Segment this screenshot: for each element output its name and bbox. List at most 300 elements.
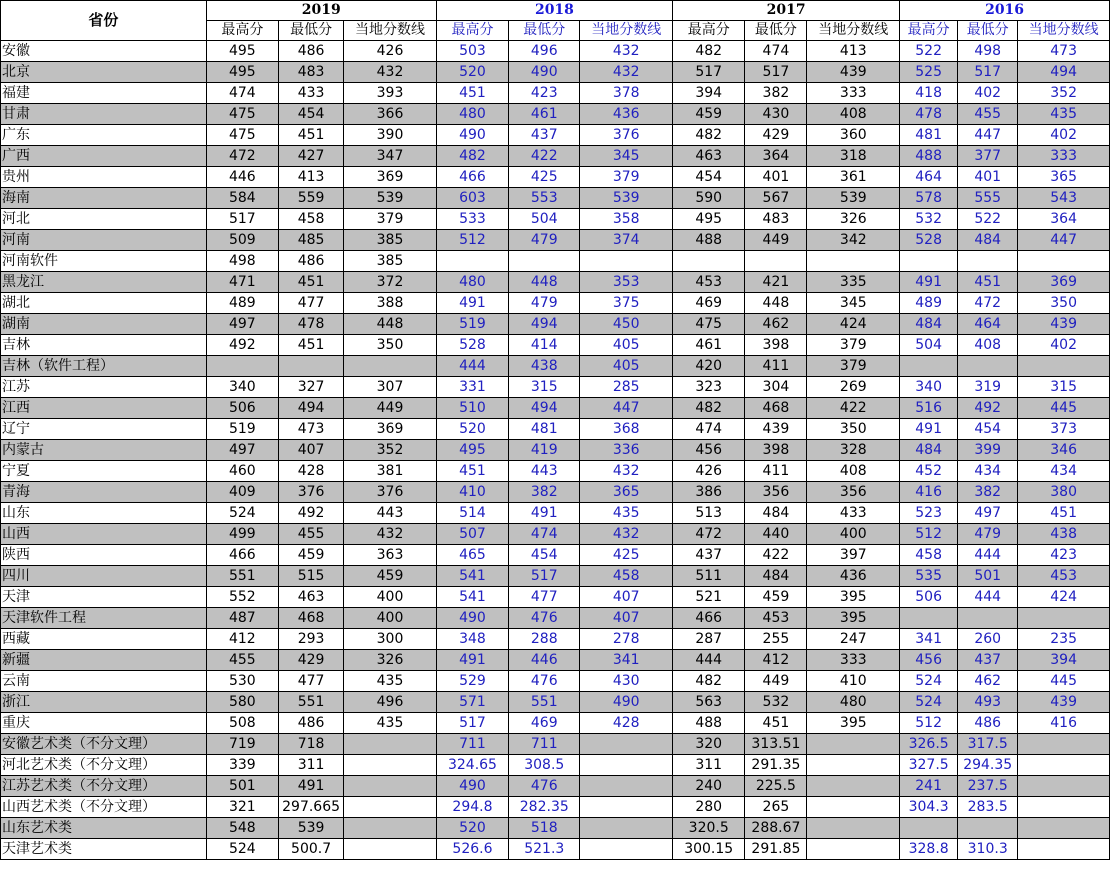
table-row: [1, 818, 1110, 839]
score-cell: 517: [509, 566, 580, 587]
score-cell: 323: [673, 377, 745, 398]
table-row: [1, 188, 1110, 209]
score-cell: 381: [344, 461, 437, 482]
table-row: [1, 335, 1110, 356]
score-cell: 412: [206, 629, 278, 650]
score-cell: 315: [1018, 377, 1110, 398]
score-cell: 413: [807, 41, 900, 62]
province-header: 省份: [1, 1, 207, 41]
score-cell: 488: [900, 146, 958, 167]
score-cell: 526.6: [436, 839, 508, 860]
score-cell: 498: [206, 251, 278, 272]
score-cell: 432: [580, 41, 673, 62]
score-cell: 385: [344, 251, 437, 272]
score-cell: 541: [436, 587, 508, 608]
score-cell: 461: [509, 104, 580, 125]
table-row: [1, 482, 1110, 503]
score-cell: 405: [580, 335, 673, 356]
score-cell: 474: [206, 83, 278, 104]
score-cell: [807, 251, 900, 272]
score-cell: 400: [344, 608, 437, 629]
province-cell: 甘肃: [1, 104, 207, 125]
score-cell: 333: [807, 83, 900, 104]
score-cell: 225.5: [745, 776, 807, 797]
score-cell: [580, 734, 673, 755]
score-cell: 425: [509, 167, 580, 188]
score-cell: 390: [344, 125, 437, 146]
score-cell: [807, 755, 900, 776]
score-cell: 480: [436, 104, 508, 125]
score-cell: 449: [745, 671, 807, 692]
score-cell: 514: [436, 503, 508, 524]
score-cell: 491: [509, 503, 580, 524]
score-cell: 422: [509, 146, 580, 167]
score-cell: 506: [900, 587, 958, 608]
score-cell: 521: [673, 587, 745, 608]
score-cell: 414: [509, 335, 580, 356]
score-cell: [580, 755, 673, 776]
score-cell: 492: [279, 503, 344, 524]
table-row: [1, 104, 1110, 125]
subcol-min: 最低分: [745, 21, 807, 41]
score-cell: 459: [673, 104, 745, 125]
score-cell: 447: [1018, 230, 1110, 251]
score-cell: 379: [580, 167, 673, 188]
score-cell: 490: [436, 608, 508, 629]
table-row: [1, 734, 1110, 755]
score-cell: 291.85: [745, 839, 807, 860]
score-cell: 345: [580, 146, 673, 167]
score-cell: 437: [958, 650, 1018, 671]
score-cell: 376: [279, 482, 344, 503]
score-cell: [807, 776, 900, 797]
score-cell: 495: [436, 440, 508, 461]
score-cell: 385: [344, 230, 437, 251]
score-cell: 399: [958, 440, 1018, 461]
score-cell: 494: [509, 314, 580, 335]
score-cell: 333: [1018, 146, 1110, 167]
score-cell: 490: [509, 62, 580, 83]
score-cell: 320.5: [673, 818, 745, 839]
score-cell: 435: [344, 671, 437, 692]
province-cell: 山西: [1, 524, 207, 545]
score-cell: 450: [580, 314, 673, 335]
table-row: [1, 524, 1110, 545]
score-cell: [958, 356, 1018, 377]
score-cell: 489: [206, 293, 278, 314]
score-cell: 376: [344, 482, 437, 503]
score-cell: 519: [206, 419, 278, 440]
score-cell: 483: [745, 209, 807, 230]
score-cell: 433: [279, 83, 344, 104]
score-cell: 369: [344, 167, 437, 188]
score-cell: 350: [1018, 293, 1110, 314]
province-cell: 江苏艺术类（不分文理）: [1, 776, 207, 797]
subcol-line: 当地分数线: [580, 21, 673, 41]
score-cell: 311: [279, 755, 344, 776]
score-cell: 408: [807, 461, 900, 482]
province-cell: 山西艺术类（不分文理）: [1, 797, 207, 818]
score-cell: 427: [279, 146, 344, 167]
score-cell: 454: [958, 419, 1018, 440]
score-cell: 235: [1018, 629, 1110, 650]
score-cell: 484: [900, 440, 958, 461]
score-cell: 443: [344, 503, 437, 524]
score-cell: 491: [436, 293, 508, 314]
score-cell: 512: [900, 713, 958, 734]
score-cell: 455: [206, 650, 278, 671]
table-row: [1, 209, 1110, 230]
table-row: [1, 356, 1110, 377]
score-cell: 460: [206, 461, 278, 482]
year-2016-header: 2016: [900, 1, 1110, 21]
score-cell: 413: [279, 167, 344, 188]
score-cell: 492: [958, 398, 1018, 419]
score-cell: 500.7: [279, 839, 344, 860]
score-cell: 718: [279, 734, 344, 755]
score-cell: 400: [807, 524, 900, 545]
score-cell: 522: [900, 41, 958, 62]
score-cell: 497: [206, 314, 278, 335]
province-cell: 河北艺术类（不分文理）: [1, 755, 207, 776]
table-row: [1, 293, 1110, 314]
score-cell: 280: [673, 797, 745, 818]
score-cell: 482: [673, 41, 745, 62]
score-cell: 432: [580, 461, 673, 482]
score-cell: [807, 734, 900, 755]
score-cell: 464: [900, 167, 958, 188]
score-cell: 255: [745, 629, 807, 650]
score-cell: 397: [807, 545, 900, 566]
province-cell: 福建: [1, 83, 207, 104]
province-cell: 浙江: [1, 692, 207, 713]
province-cell: 青海: [1, 482, 207, 503]
score-cell: 360: [807, 125, 900, 146]
score-cell: 423: [1018, 545, 1110, 566]
score-cell: 535: [900, 566, 958, 587]
score-cell: 468: [279, 608, 344, 629]
score-cell: 313.51: [745, 734, 807, 755]
table-row: [1, 587, 1110, 608]
subcol-line: 当地分数线: [344, 21, 437, 41]
score-cell: 398: [745, 335, 807, 356]
score-cell: 451: [745, 713, 807, 734]
score-cell: 398: [745, 440, 807, 461]
score-cell: 475: [206, 104, 278, 125]
score-cell: 365: [1018, 167, 1110, 188]
score-cell: 402: [1018, 335, 1110, 356]
score-cell: 487: [206, 608, 278, 629]
score-cell: 448: [745, 293, 807, 314]
table-row: [1, 503, 1110, 524]
score-cell: 401: [958, 167, 1018, 188]
table-row: [1, 839, 1110, 860]
score-cell: 328.8: [900, 839, 958, 860]
score-cell: 445: [1018, 671, 1110, 692]
province-cell: 湖南: [1, 314, 207, 335]
score-cell: 532: [900, 209, 958, 230]
score-cell: 424: [1018, 587, 1110, 608]
score-cell: 711: [509, 734, 580, 755]
score-cell: 335: [807, 272, 900, 293]
score-cell: 410: [436, 482, 508, 503]
score-cell: 438: [1018, 524, 1110, 545]
score-cell: 341: [580, 650, 673, 671]
score-cell: [958, 251, 1018, 272]
score-cell: 496: [509, 41, 580, 62]
subcol-min: 最低分: [279, 21, 344, 41]
score-cell: 469: [673, 293, 745, 314]
score-cell: [344, 755, 437, 776]
subcol-line: 当地分数线: [807, 21, 900, 41]
score-cell: 523: [900, 503, 958, 524]
score-cell: 445: [1018, 398, 1110, 419]
score-cell: 512: [900, 524, 958, 545]
score-cell: 543: [1018, 188, 1110, 209]
table-row: [1, 797, 1110, 818]
score-cell: 451: [279, 335, 344, 356]
score-cell: 451: [279, 125, 344, 146]
score-cell: [206, 356, 278, 377]
table-row: [1, 692, 1110, 713]
score-cell: 421: [745, 272, 807, 293]
score-cell: 437: [673, 545, 745, 566]
score-cell: 484: [745, 566, 807, 587]
score-cell: 423: [509, 83, 580, 104]
score-cell: 444: [436, 356, 508, 377]
score-cell: 434: [1018, 461, 1110, 482]
score-cell: 584: [206, 188, 278, 209]
score-cell: 432: [344, 524, 437, 545]
score-cell: 454: [279, 104, 344, 125]
score-cell: 420: [673, 356, 745, 377]
score-cell: 513: [673, 503, 745, 524]
score-cell: 482: [673, 671, 745, 692]
score-cell: 432: [580, 62, 673, 83]
score-cell: 456: [673, 440, 745, 461]
score-cell: [807, 839, 900, 860]
province-cell: 河南: [1, 230, 207, 251]
score-cell: 459: [344, 566, 437, 587]
score-cell: 495: [673, 209, 745, 230]
score-cell: 434: [958, 461, 1018, 482]
score-cell: 472: [958, 293, 1018, 314]
score-cell: 429: [279, 650, 344, 671]
score-cell: 379: [807, 335, 900, 356]
score-cell: 491: [900, 272, 958, 293]
score-cell: 484: [958, 230, 1018, 251]
score-cell: 287: [673, 629, 745, 650]
score-cell: 524: [206, 839, 278, 860]
score-cell: 435: [344, 713, 437, 734]
score-cell: 407: [580, 608, 673, 629]
score-cell: 364: [1018, 209, 1110, 230]
score-cell: 461: [673, 335, 745, 356]
table-row: [1, 398, 1110, 419]
table-row: [1, 419, 1110, 440]
table-row: [1, 608, 1110, 629]
score-cell: 459: [745, 587, 807, 608]
score-cell: 376: [580, 125, 673, 146]
table-row: [1, 167, 1110, 188]
score-cell: 482: [673, 398, 745, 419]
score-cell: 528: [436, 335, 508, 356]
score-cell: [344, 839, 437, 860]
score-cell: 437: [509, 125, 580, 146]
score-cell: 433: [807, 503, 900, 524]
score-cell: 499: [206, 524, 278, 545]
score-cell: 465: [436, 545, 508, 566]
province-cell: 天津艺术类: [1, 839, 207, 860]
score-cell: 428: [580, 713, 673, 734]
score-cell: 486: [279, 251, 344, 272]
score-cell: 350: [807, 419, 900, 440]
score-cell: 463: [279, 587, 344, 608]
score-cell: 504: [900, 335, 958, 356]
score-cell: 395: [807, 608, 900, 629]
score-cell: 512: [436, 230, 508, 251]
score-cell: 519: [436, 314, 508, 335]
score-cell: [344, 356, 437, 377]
score-cell: 341: [900, 629, 958, 650]
province-cell: 山东艺术类: [1, 818, 207, 839]
score-cell: 265: [745, 797, 807, 818]
score-cell: 481: [900, 125, 958, 146]
score-cell: 497: [206, 440, 278, 461]
score-cell: 486: [279, 41, 344, 62]
score-cell: 454: [673, 167, 745, 188]
score-cell: 539: [279, 818, 344, 839]
score-cell: 336: [580, 440, 673, 461]
score-cell: [344, 776, 437, 797]
score-cell: 453: [745, 608, 807, 629]
score-cell: 541: [436, 566, 508, 587]
score-cell: 278: [580, 629, 673, 650]
score-cell: 348: [436, 629, 508, 650]
score-cell: 347: [344, 146, 437, 167]
score-cell: 517: [206, 209, 278, 230]
score-cell: 438: [509, 356, 580, 377]
score-cell: 340: [900, 377, 958, 398]
score-cell: 539: [807, 188, 900, 209]
score-cell: 331: [436, 377, 508, 398]
score-cell: 476: [509, 776, 580, 797]
score-cell: 369: [344, 419, 437, 440]
score-cell: 472: [673, 524, 745, 545]
province-cell: 陕西: [1, 545, 207, 566]
score-cell: [900, 251, 958, 272]
province-cell: 天津软件工程: [1, 608, 207, 629]
score-cell: 491: [436, 650, 508, 671]
province-cell: 贵州: [1, 167, 207, 188]
score-cell: [958, 608, 1018, 629]
score-cell: 430: [580, 671, 673, 692]
table-row: [1, 566, 1110, 587]
score-cell: 517: [958, 62, 1018, 83]
score-cell: 517: [436, 713, 508, 734]
score-cell: 288: [509, 629, 580, 650]
province-cell: 河北: [1, 209, 207, 230]
score-cell: 464: [958, 314, 1018, 335]
score-cell: 449: [344, 398, 437, 419]
score-cell: 719: [206, 734, 278, 755]
score-cell: 539: [580, 188, 673, 209]
score-cell: 269: [807, 377, 900, 398]
province-cell: 四川: [1, 566, 207, 587]
score-cell: 374: [580, 230, 673, 251]
score-cell: 377: [958, 146, 1018, 167]
score-cell: 300.15: [673, 839, 745, 860]
score-cell: 451: [958, 272, 1018, 293]
score-cell: 444: [673, 650, 745, 671]
score-cell: 517: [673, 62, 745, 83]
score-cell: 456: [900, 650, 958, 671]
score-cell: 548: [206, 818, 278, 839]
score-cell: 382: [958, 482, 1018, 503]
score-cell: 443: [509, 461, 580, 482]
score-cell: [580, 776, 673, 797]
score-cell: 524: [900, 671, 958, 692]
score-cell: 551: [279, 692, 344, 713]
score-cell: 488: [673, 713, 745, 734]
score-cell: 521.3: [509, 839, 580, 860]
score-cell: [900, 818, 958, 839]
subcol-max: 最高分: [673, 21, 745, 41]
score-cell: 285: [580, 377, 673, 398]
score-cell: 416: [1018, 713, 1110, 734]
score-cell: 402: [958, 83, 1018, 104]
score-cell: 361: [807, 167, 900, 188]
table-row: [1, 251, 1110, 272]
score-cell: [1018, 797, 1110, 818]
score-cell: 490: [436, 776, 508, 797]
score-cell: [1018, 818, 1110, 839]
score-cell: 283.5: [958, 797, 1018, 818]
score-cell: 509: [206, 230, 278, 251]
score-cell: 310.3: [958, 839, 1018, 860]
score-cell: 449: [745, 230, 807, 251]
score-cell: 237.5: [958, 776, 1018, 797]
score-cell: 294.8: [436, 797, 508, 818]
score-cell: 241: [900, 776, 958, 797]
score-cell: 516: [900, 398, 958, 419]
score-cell: 530: [206, 671, 278, 692]
subcol-max: 最高分: [206, 21, 278, 41]
score-cell: 517: [745, 62, 807, 83]
score-cell: 451: [436, 461, 508, 482]
province-cell: 天津: [1, 587, 207, 608]
score-cell: 488: [673, 230, 745, 251]
province-cell: 安徽: [1, 41, 207, 62]
score-cell: 466: [673, 608, 745, 629]
score-cell: [1018, 839, 1110, 860]
score-cell: 479: [958, 524, 1018, 545]
score-cell: 422: [745, 545, 807, 566]
score-cell: 439: [807, 62, 900, 83]
table-row: [1, 230, 1110, 251]
score-cell: 315: [509, 377, 580, 398]
score-cell: [344, 818, 437, 839]
score-cell: 495: [206, 41, 278, 62]
score-cell: 482: [673, 125, 745, 146]
score-cell: 551: [206, 566, 278, 587]
score-cell: 380: [1018, 482, 1110, 503]
score-cell: 426: [673, 461, 745, 482]
score-cell: 327: [279, 377, 344, 398]
score-cell: 401: [745, 167, 807, 188]
province-cell: 宁夏: [1, 461, 207, 482]
score-cell: 451: [436, 83, 508, 104]
